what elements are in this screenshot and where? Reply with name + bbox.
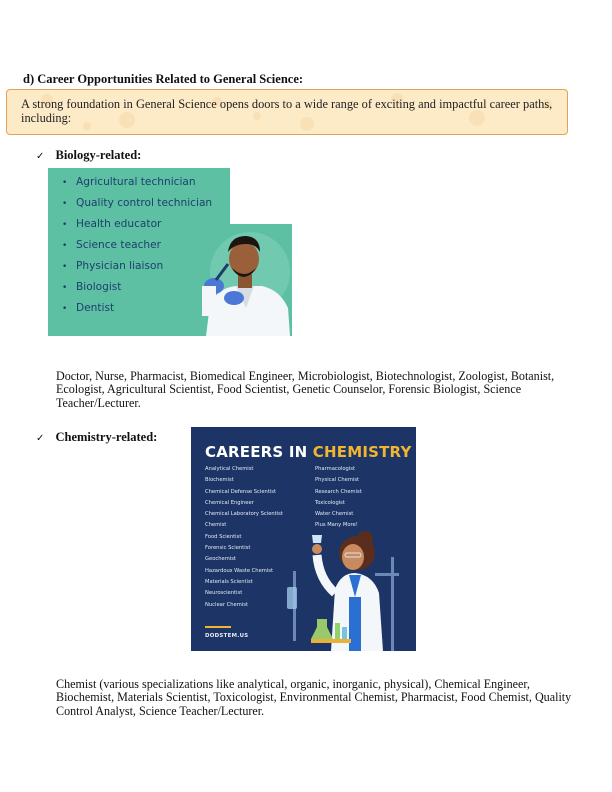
list-item: Research Chemist xyxy=(315,488,362,495)
list-item: Pharmacologist xyxy=(315,466,355,472)
list-item: Chemical Engineer xyxy=(205,499,254,506)
poster-right-column xyxy=(315,464,362,532)
list-item: • Science teacher xyxy=(62,239,162,251)
poster-title: CAREERS IN CHEMISTRY xyxy=(205,443,412,461)
list-item: Neuroscientist xyxy=(205,590,243,597)
list-item: Chemist xyxy=(205,522,227,529)
list-item: • Quality control technician xyxy=(62,197,213,209)
biology-paragraph: Doctor, Nurse, Pharmacist, Biomedical Engineer, Microbiologist, Biotechnologist, Zoologist, Botanist, Ecologist, Agricultural Scientist, Food Scientist, Genetic Counselor, Forensic Biologist, Science Teacher/Lecturer. xyxy=(56,369,555,410)
list-item: • Physician liaison xyxy=(62,260,164,272)
list-item: Plus Many More! xyxy=(315,522,358,529)
list-item: Forensic Scientist xyxy=(205,545,251,552)
biology-title: Biology-related: xyxy=(55,148,142,162)
chemistry-subheading xyxy=(36,426,157,445)
list-item: • Biologist xyxy=(62,281,122,293)
list-item: Materials Scientist xyxy=(205,578,253,585)
list-item: Physical Chemist xyxy=(315,477,360,484)
list-item: Chemical Defense Scientist xyxy=(205,488,277,495)
poster-left-column xyxy=(205,464,283,611)
scientist-illustration xyxy=(188,224,292,336)
chemist-illustration xyxy=(283,527,416,651)
list-item: Nuclear Chemist xyxy=(205,601,248,608)
poster-accent-line xyxy=(205,626,231,628)
list-item: Geochemist xyxy=(205,556,236,563)
check-icon: ✓ xyxy=(36,433,45,444)
section-heading: d) Career Opportunities Related to General Science: xyxy=(23,72,304,86)
list-item: Biochemist xyxy=(205,477,234,484)
list-item: Toxicologist xyxy=(315,499,345,506)
biology-subheading xyxy=(36,144,141,163)
chemistry-title: Chemistry-related: xyxy=(55,430,158,444)
chemistry-poster xyxy=(191,427,416,651)
list-item: • Dentist xyxy=(62,302,115,314)
list-item: Hazardous Waste Chemist xyxy=(205,567,274,574)
list-item: Analytical Chemist xyxy=(205,466,254,472)
intro-callout xyxy=(6,89,568,135)
intro-text: A strong foundation in General Science opens doors to a wide range of exciting and impactful career paths, including: xyxy=(21,97,553,125)
check-icon: ✓ xyxy=(36,151,45,162)
poster-footer: DODSTEM.US xyxy=(205,633,249,639)
list-item: • Health educator xyxy=(62,218,162,230)
list-item: Chemical Laboratory Scientist xyxy=(205,511,283,518)
list-item: • Agricultural technician xyxy=(62,176,196,188)
chemistry-paragraph: Chemist (various specializations like analytical, organic, inorganic, physical), Chemical Engineer, Biochemist, Materials Scientist, Toxicologist, Environmental Chemist, Pharmacist, Food Chemist, Quality Control Analyst, Science Teacher/Lecturer. xyxy=(56,677,572,718)
list-item: Food Scientist xyxy=(205,533,242,540)
list-item: Water Chemist xyxy=(315,511,354,518)
